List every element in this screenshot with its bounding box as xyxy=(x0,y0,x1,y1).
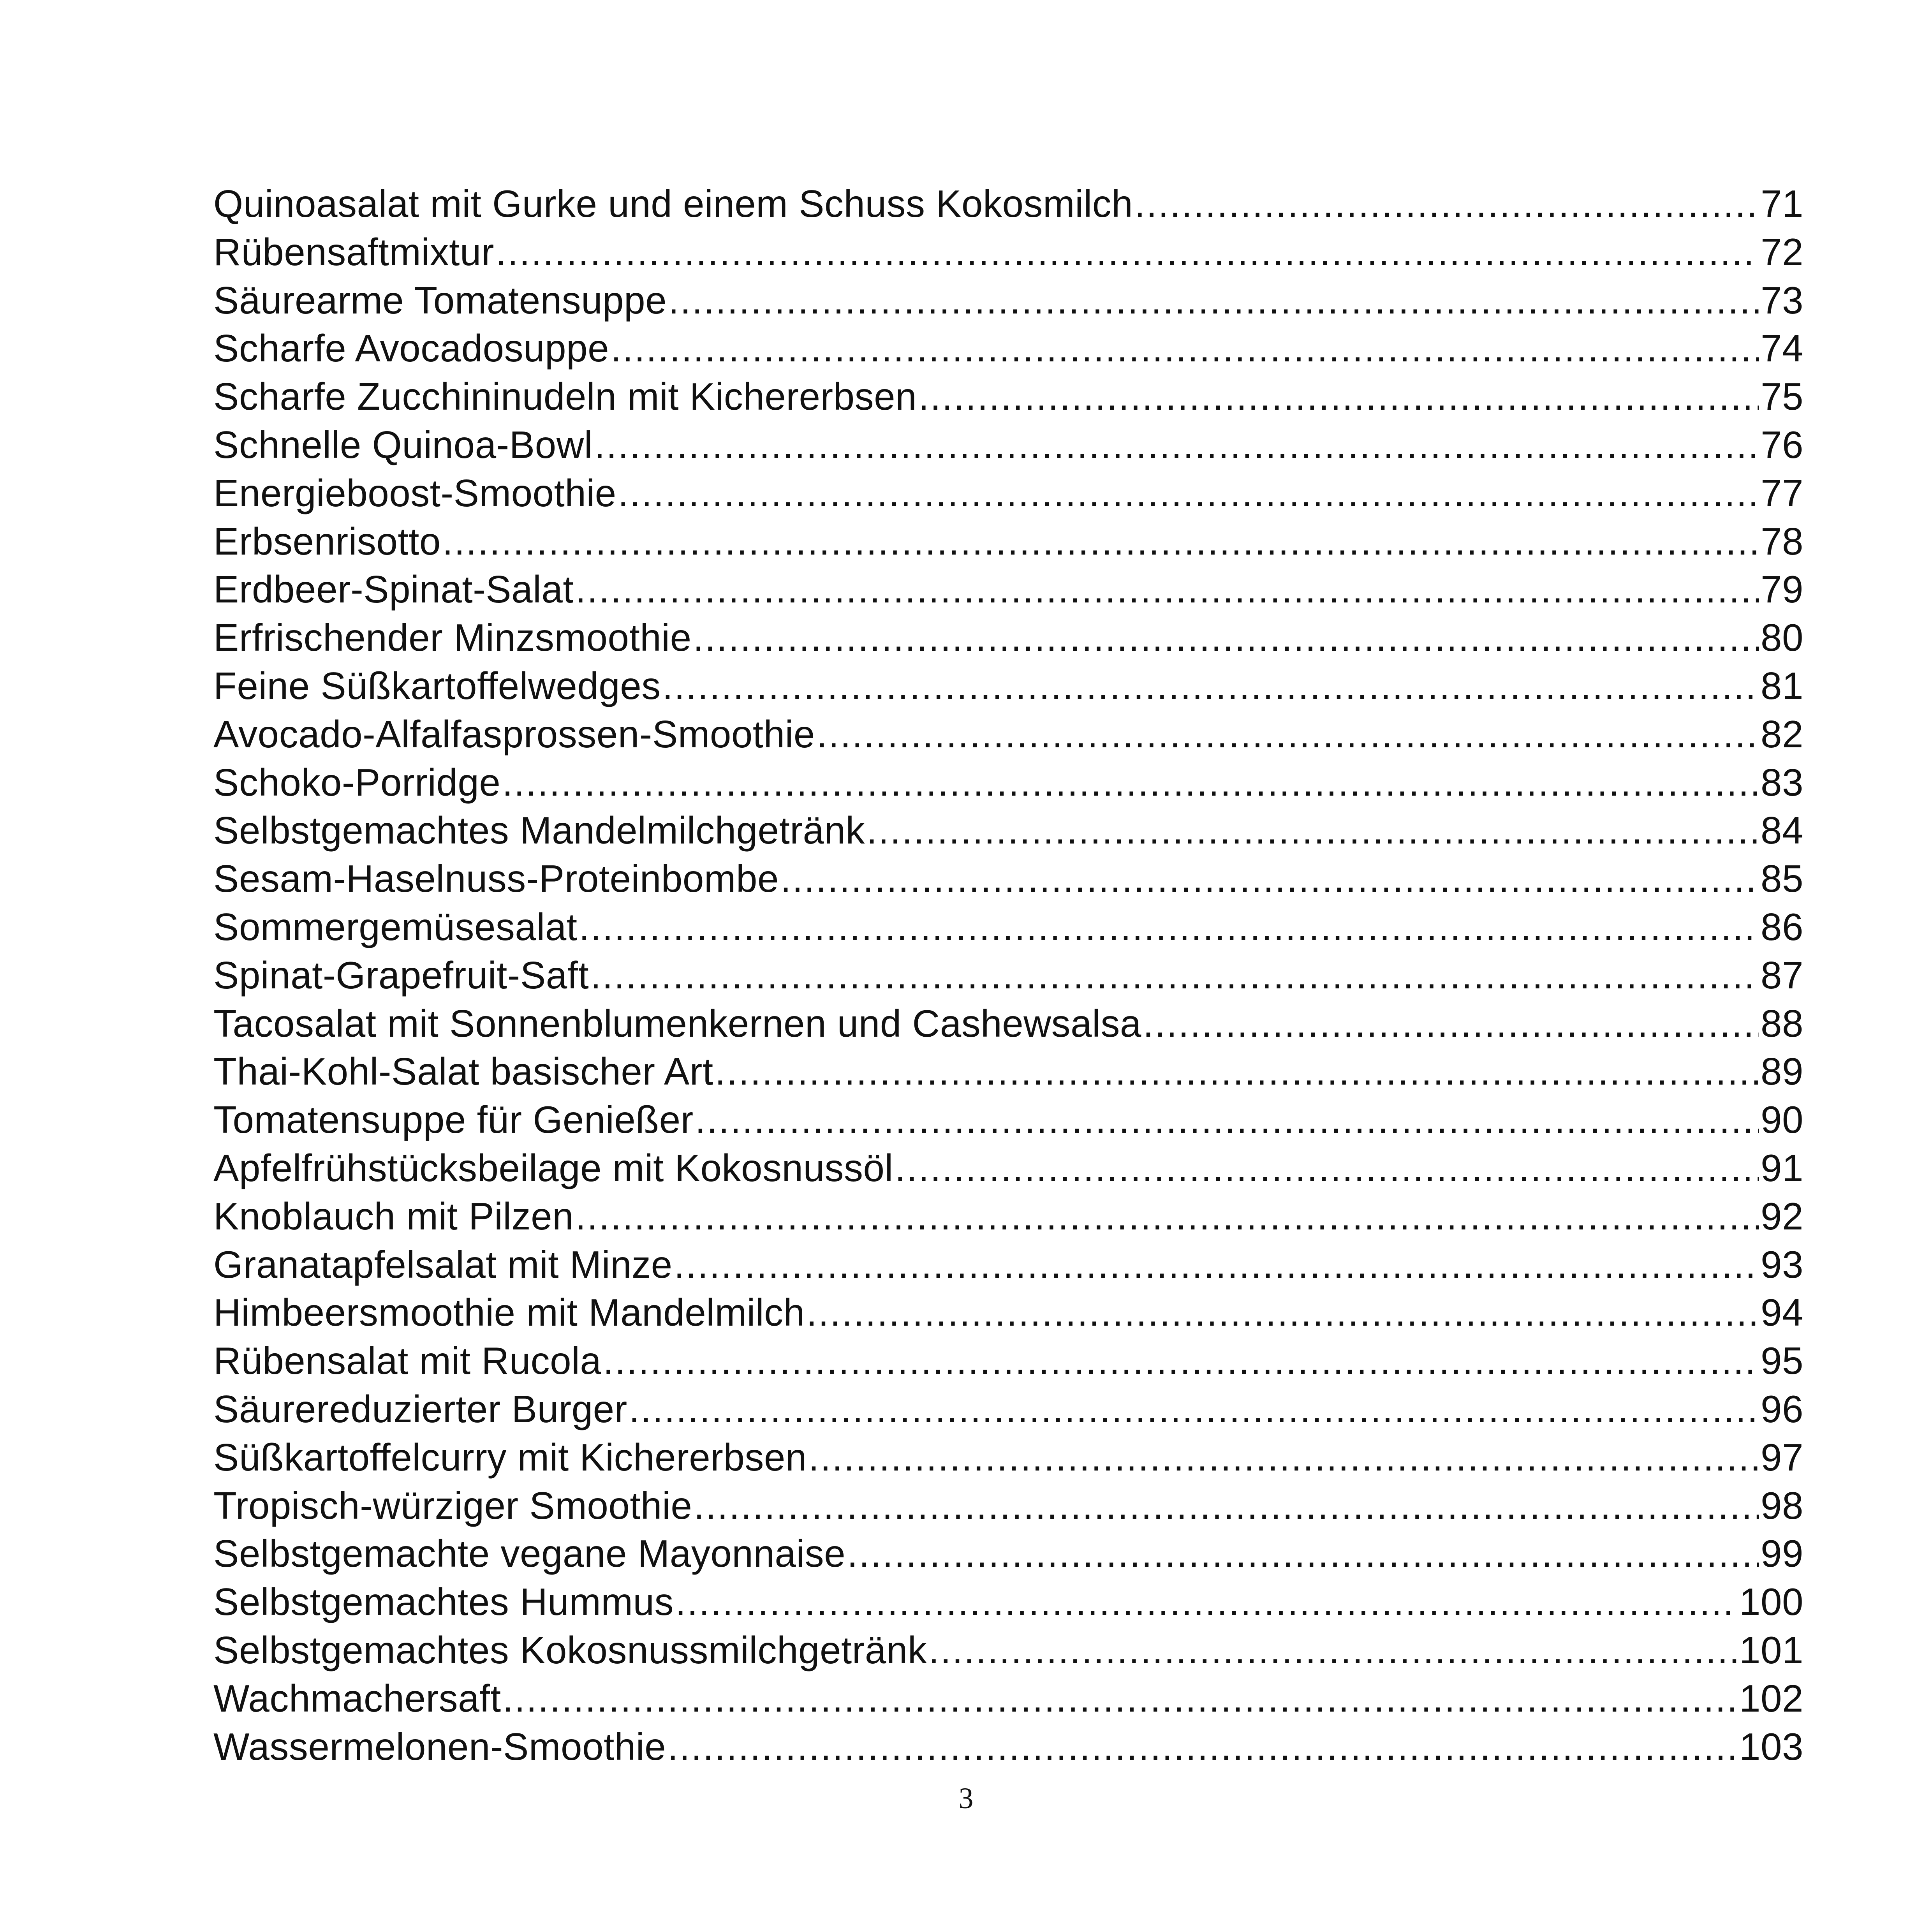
toc-entry-title: Granatapfelsalat mit Minze xyxy=(213,1243,673,1286)
toc-entry-page: 98 xyxy=(1760,1484,1803,1527)
toc-entry-page: 97 xyxy=(1760,1435,1803,1479)
toc-entry-title: Süßkartoffelcurry mit Kichererbsen xyxy=(213,1435,807,1479)
toc-entry-title: Säurereduzierter Burger xyxy=(213,1387,627,1430)
toc-entry-page: 84 xyxy=(1760,809,1803,852)
toc-entry-page: 78 xyxy=(1760,520,1803,563)
toc-entry-page: 82 xyxy=(1760,712,1803,756)
toc-entry[interactable] xyxy=(213,373,1803,421)
toc-entry[interactable] xyxy=(213,1723,1803,1771)
toc-entry-title: Selbstgemachtes Kokosnussmilchgetränk xyxy=(213,1628,927,1671)
dot-leader xyxy=(807,1289,1759,1337)
toc-entry[interactable] xyxy=(213,855,1803,903)
toc-entry-page: 101 xyxy=(1739,1628,1803,1671)
toc-entry[interactable] xyxy=(213,565,1803,614)
toc-entry-page: 85 xyxy=(1760,857,1803,900)
toc-entry-page: 99 xyxy=(1760,1532,1803,1575)
toc-entry-page: 90 xyxy=(1760,1098,1803,1141)
toc-entry-page: 76 xyxy=(1760,423,1803,466)
dot-leader xyxy=(611,324,1759,373)
toc-entry[interactable] xyxy=(213,518,1803,566)
dot-leader xyxy=(668,277,1759,325)
dot-leader xyxy=(594,421,1759,469)
toc-entry-title: Apfelfrühstücksbeilage mit Kokosnussöl xyxy=(213,1146,893,1189)
toc-entry-title: Avocado-Alfalfasprossen-Smoothie xyxy=(213,712,815,756)
dot-leader xyxy=(629,1385,1759,1434)
toc-entry-page: 73 xyxy=(1760,278,1803,322)
toc-entry-page: 75 xyxy=(1760,375,1803,418)
toc-entry-title: Tropisch-würziger Smoothie xyxy=(213,1484,692,1527)
toc-entry[interactable] xyxy=(213,1144,1803,1192)
toc-entry-title: Tacosalat mit Sonnenblumenkernen und Cashewsalsa xyxy=(213,1002,1141,1045)
toc-entry-title: Selbstgemachte vegane Mayonnaise xyxy=(213,1532,846,1575)
dot-leader xyxy=(575,565,1759,614)
toc-entry[interactable] xyxy=(213,1626,1803,1675)
toc-entry[interactable] xyxy=(213,1385,1803,1434)
toc-entry-title: Erfrischender Minzsmoothie xyxy=(213,616,692,659)
toc-entry-page: 77 xyxy=(1760,471,1803,514)
toc-entry-page: 88 xyxy=(1760,1002,1803,1045)
toc-entry-title: Energieboost-Smoothie xyxy=(213,471,616,514)
toc-entry[interactable] xyxy=(213,228,1803,277)
toc-entry-title: Schnelle Quinoa-Bowl xyxy=(213,423,593,466)
dot-leader xyxy=(675,1578,1738,1626)
toc-entry-title: Sesam-Haselnuss-Proteinbombe xyxy=(213,857,779,900)
toc-entry-title: Erdbeer-Spinat-Salat xyxy=(213,568,574,611)
toc-entry[interactable] xyxy=(213,1482,1803,1530)
toc-entry-page: 72 xyxy=(1760,230,1803,273)
toc-entry-title: Scharfe Zucchininudeln mit Kichererbsen xyxy=(213,375,917,418)
toc-entry-title: Wachmachersaft xyxy=(213,1677,501,1720)
toc-entry-page: 74 xyxy=(1760,327,1803,370)
toc-entry-page: 94 xyxy=(1760,1291,1803,1334)
toc-entry[interactable] xyxy=(213,1578,1803,1626)
dot-leader xyxy=(575,1192,1759,1241)
toc-entry[interactable] xyxy=(213,1241,1803,1289)
dot-leader xyxy=(693,614,1759,662)
toc-entry-title: Schoko-Porridge xyxy=(213,761,501,804)
toc-entry[interactable] xyxy=(213,1096,1803,1144)
toc-entry-title: Feine Süßkartoffelwedges xyxy=(213,664,661,707)
toc-entry[interactable] xyxy=(213,662,1803,710)
toc-entry[interactable] xyxy=(213,277,1803,325)
toc-entry-page: 86 xyxy=(1760,905,1803,948)
toc-entry-page: 103 xyxy=(1739,1725,1803,1768)
toc-entry-title: Quinoasalat mit Gurke und einem Schuss Kokosmilch xyxy=(213,182,1133,225)
dot-leader xyxy=(694,1482,1759,1530)
toc-entry-title: Scharfe Avocadosuppe xyxy=(213,327,609,370)
toc-entry-title: Erbsenrisotto xyxy=(213,520,441,563)
toc-entry[interactable] xyxy=(213,1192,1803,1241)
toc-entry[interactable] xyxy=(213,1434,1803,1482)
toc-entry[interactable] xyxy=(213,614,1803,662)
toc-entry[interactable] xyxy=(213,710,1803,759)
toc-entry-page: 91 xyxy=(1760,1146,1803,1189)
toc-entry-page: 89 xyxy=(1760,1050,1803,1093)
toc-entry-title: Tomatensuppe für Genießer xyxy=(213,1098,694,1141)
toc-entry[interactable] xyxy=(213,1000,1803,1048)
toc-entry[interactable] xyxy=(213,1530,1803,1578)
toc-entry-page: 93 xyxy=(1760,1243,1803,1286)
dot-leader xyxy=(817,710,1759,759)
toc-entry-title: Rübensaftmixtur xyxy=(213,230,495,273)
dot-leader xyxy=(667,1723,1738,1771)
table-of-contents xyxy=(213,180,1803,1771)
toc-entry-page: 81 xyxy=(1760,664,1803,707)
dot-leader xyxy=(496,228,1759,277)
dot-leader xyxy=(895,1144,1759,1192)
dot-leader xyxy=(808,1434,1759,1482)
toc-entry[interactable] xyxy=(213,180,1803,228)
dot-leader xyxy=(1143,1000,1759,1048)
toc-entry-page: 87 xyxy=(1760,953,1803,997)
dot-leader xyxy=(442,518,1759,566)
toc-entry[interactable] xyxy=(213,1289,1803,1337)
dot-leader xyxy=(928,1626,1738,1675)
dot-leader xyxy=(674,1241,1759,1289)
page-number: 3 xyxy=(958,1782,974,1815)
toc-entry-page: 102 xyxy=(1739,1677,1803,1720)
toc-entry[interactable] xyxy=(213,903,1803,951)
dot-leader xyxy=(662,662,1759,710)
toc-entry-title: Selbstgemachtes Hummus xyxy=(213,1580,674,1624)
toc-entry-title: Sommergemüsesalat xyxy=(213,905,578,948)
toc-entry-title: Spinat-Grapefruit-Saft xyxy=(213,953,589,997)
toc-entry[interactable] xyxy=(213,1337,1803,1385)
toc-entry-title: Säurearme Tomatensuppe xyxy=(213,278,667,322)
toc-entry[interactable] xyxy=(213,1048,1803,1096)
toc-entry[interactable] xyxy=(213,1675,1803,1723)
dot-leader xyxy=(780,855,1759,903)
toc-entry-page: 96 xyxy=(1760,1387,1803,1430)
toc-entry-title: Himbeersmoothie mit Mandelmilch xyxy=(213,1291,805,1334)
dot-leader xyxy=(579,903,1759,951)
toc-entry-page: 92 xyxy=(1760,1194,1803,1238)
dot-leader xyxy=(918,373,1759,421)
dot-leader xyxy=(715,1048,1759,1096)
toc-entry[interactable] xyxy=(213,324,1803,373)
toc-entry[interactable] xyxy=(213,951,1803,1000)
dot-leader xyxy=(603,1337,1759,1385)
toc-entry-title: Knoblauch mit Pilzen xyxy=(213,1194,574,1238)
dot-leader xyxy=(1134,180,1759,228)
toc-entry-page: 71 xyxy=(1760,182,1803,225)
toc-entry-title: Wassermelonen-Smoothie xyxy=(213,1725,666,1768)
toc-entry-page: 100 xyxy=(1739,1580,1803,1624)
toc-entry-page: 80 xyxy=(1760,616,1803,659)
dot-leader xyxy=(503,1675,1738,1723)
dot-leader xyxy=(502,759,1759,807)
toc-entry[interactable] xyxy=(213,759,1803,807)
toc-entry-title: Rübensalat mit Rucola xyxy=(213,1339,602,1383)
toc-entry-page: 83 xyxy=(1760,761,1803,804)
toc-entry[interactable] xyxy=(213,807,1803,855)
dot-leader xyxy=(847,1530,1759,1578)
toc-entry-page: 79 xyxy=(1760,568,1803,611)
dot-leader xyxy=(866,807,1759,855)
dot-leader xyxy=(618,469,1759,518)
toc-entry[interactable] xyxy=(213,469,1803,518)
toc-entry[interactable] xyxy=(213,421,1803,469)
toc-entry-title: Thai-Kohl-Salat basischer Art xyxy=(213,1050,713,1093)
dot-leader xyxy=(695,1096,1759,1144)
toc-entry-page: 95 xyxy=(1760,1339,1803,1383)
toc-entry-title: Selbstgemachtes Mandelmilchgetränk xyxy=(213,809,865,852)
dot-leader xyxy=(590,951,1759,1000)
